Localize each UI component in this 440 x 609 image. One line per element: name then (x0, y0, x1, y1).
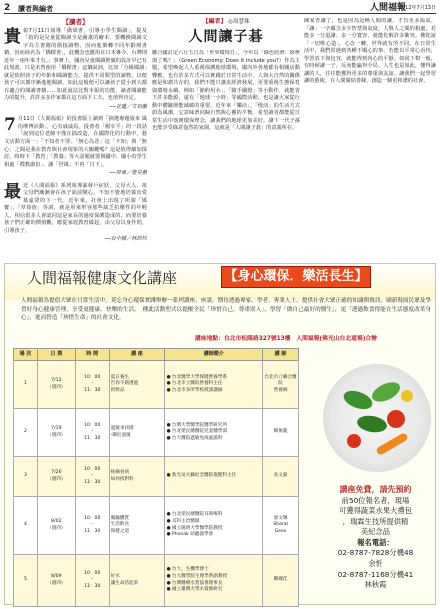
article-title: 人間讓子碁 (188, 28, 264, 45)
free-lecture-note: 講座免費，請先預約 (339, 485, 412, 494)
reg-line: ，瑞霖生技所提供精 (342, 516, 409, 526)
corn (401, 390, 413, 402)
session-topic: 夏日養生 告你不熱透過 的飲品 (109, 361, 165, 409)
reader-letter-2: 7 月11日《人間福報》的投書版上讀到「摘選專題報來 風俗摩博活動」，心有戚戚焉。投書者「楊宰平」的一段話「說到這位老師不僅在搞改造，在國際化的行動中，藝文活動方面一」「不知者不罪」「無心為惡」這「不知」與「無心」之間是我在教育與社會現象的大關鍵嗎？這是值得細加探討，時時下「教育」「教養」等大話題就要與國中、國小的學生相處「禮教庸俗」、讓「世風」不再「日下」。 (4, 115, 147, 168)
session-topic: 好水 讓生命活起來 (109, 555, 165, 607)
banner-highlight: 【身心環保．樂活長生】 (221, 266, 371, 288)
session-time: 10：00 - 11：30 (75, 361, 109, 409)
session-bio: ● 台北醫學大學保健營養學系 ● 台北市立醫院營養科主任 ● 台北市多所學校授課講師 (165, 361, 263, 409)
session-lecturer: 吳文毅 (263, 457, 299, 497)
table-row (14, 457, 299, 497)
session-time: 10：00 - 11：30 (75, 555, 109, 607)
page-number: 2 (4, 3, 11, 13)
tomato (387, 410, 405, 428)
session-topic: 腸躁體質 生活飲食 保健之道 (109, 497, 165, 555)
session-no: 5 (14, 555, 38, 607)
session-bio: ● 台北榮民總醫院耳鼻喉科 ● 耳科主治醫師 ● 國立陽明大學醫學院教授 ● Phonak 助聽器學會 (165, 497, 263, 555)
session-no: 3 (14, 457, 38, 497)
session-no: 4 (14, 497, 38, 555)
header-date: 日 期 (37, 349, 75, 361)
banner-intro: 人間福報為提倡大眾在日常生活中，莫忘身心環保實踐舉辦一系列講座、座談，期待透過專家、學者、專業人士，提供社會大眾正確的知識與資訊，刷新現面民眾及學習好身心健康管理，享受更健康、快樂的生活。 種此活動型式以提醒全民「珍惜自己，尊重別人」，學習「做自己最好的醫生」，更「透過飲食得能在生活態度改革身心」，進而營造「珍惜生命」的社會文化。 (21, 298, 431, 322)
session-lecturer: 陳俊龍 (263, 409, 299, 457)
reg-line: 可獲得蔬菜水果大禮包 (339, 506, 412, 516)
tomato (347, 434, 361, 448)
table-row (14, 497, 299, 555)
session-no: 1 (14, 361, 38, 409)
session-bio: ● 台大、生機學博士 ● 台大醫學院生理學系副教授 ● 台灣醫療水質協會理事長 ● 國立臺灣大學水資源研究 (165, 555, 263, 607)
session-no: 2 (14, 409, 38, 457)
banner-title: 人間福報健康文化講座 (27, 269, 178, 287)
reg-line: 前50位報名者，現場 (341, 495, 410, 505)
session-date: 7/12 （週四） (37, 361, 75, 409)
header-lecturer: 講 師 (263, 349, 299, 361)
session-topic: 過敏來找碴 -關於過敏 (109, 409, 165, 457)
editor-body-right: 陳家杏讓了，也是因為這種人間的讓，才有更多福氣。「讓」一字蘊含多少智慧與氣度，人與人之間的相處，若能多一分退讓、多一分寬容，就能化解許多衝突。佛陀說「一切唯心造」，心念一轉，世界就有所不同。在日常生活中，我們常遇到各種不順心的事，若能以平常心看待，學習放下與包容，就能得到內心的平靜。如同下棋一般，有時候讓一子，反而能贏得全局。人生也是如此，懂得謙讓的人，往往能獲得更多的尊重與友誼。讓我們一起學習讓的藝術，在人間廣結善緣，創造一個更和諧的社會。 (304, 18, 436, 85)
lecture-schedule-table (13, 348, 299, 607)
table-row (14, 361, 299, 409)
phone-number: 02-8787-1168分機41 (337, 569, 414, 579)
dropcap: 最 (4, 181, 21, 202)
reader-column (4, 18, 147, 262)
editor-author: ◎周慧珠 (228, 19, 250, 25)
table-header-row (14, 349, 299, 361)
editor-heading (152, 18, 300, 47)
session-date: 7/19 （週四） (37, 409, 75, 457)
session-bio: ● 台灣大學醫學院醫學研究所 ● 台北榮民總醫院兒童醫學部 ● 台大醫院過敏免疫風濕科 (165, 409, 263, 457)
session-lecturer: 鄭爾佳 (263, 555, 299, 607)
dropcap: 貴 (4, 26, 21, 47)
contact-name: 余忻 (368, 559, 383, 569)
reader-signature-3: ──台中縣／林妙玲 (104, 236, 147, 243)
section-title: 讀者與編者 (18, 5, 53, 13)
reader-signature-2: ──屏東／曾昊蕙 (109, 170, 147, 177)
header-session: 場 次 (14, 349, 38, 361)
session-date: 7/26 （週四） (37, 457, 75, 497)
editor-body: 聯合國訂定六月五日為「世界環境日」，今年以「綠色經濟：妳參與了嗎？」（Green Economy: Does it include you?）作為主題，希望喚起人人重視保護地球環境，國內外各地都有相關活動響應，也有許多方式可以實踐於日常生活中。人與大自然的關係應是和諧共存的，我們不能只講求經濟發展，更要重視生態保育與環境永續。例如「節約用水」、「隨手關燈」等小動作，就能省下許多能源。還有「地球一小時」等國際活動，也是讓大家從行動中體驗節能減碳的重要。近年來「樂活」、「慢活」的生活方式蔚為風潮，它意味著回歸自然與心靈的平衡。希望讀者都能從日常生活中落實環保理念，讓我們的地球更加美好，讓下一代子孫也能享受綠意盎然的家園，這就是「人間讓子碁」的意義所在。 (152, 50, 300, 132)
phone-number: 02-8787-7828分機48 (337, 548, 414, 558)
header-topic: 講 座 (109, 349, 165, 361)
reader-letter-1: 貴 報7月11日報導「僑梁書，引導小學生閱讀」，提及「指的是兒童從閱讀全是圖畫的繪本，要轉換閱讀文字為主書籍的銜接讀物，因而進銜轉不同年齡層書籍，因而商名為「橋樑書」，此概念也應用在日本專今，台灣則近年一兩年來才有。」事實上，國內兒童閱讀推廣的設計早已有此規畫，只是未曾使用「橋樑書」這個說詞，比如「分級閱讀」就是依照孩子的年齡和閱讀能力，提供不同類型的讀物，以便孩子可以循序漸進地閱讀，如此這般便可以讓孩子從小到大都有適合的閱讀書籍……如此說法比對本報的功能，讀者閱讀能力的提升，許許多多作家都在這方面下工夫，也值得肯定。 (4, 26, 147, 102)
session-date: 8/09 （週四） (37, 555, 75, 607)
editor-column (152, 18, 436, 262)
session-date: 8/02 （週四） (37, 497, 75, 555)
phone-label: 報名電話： (357, 537, 394, 547)
session-lecturer: 梁文輝 Sharal Geex (263, 497, 299, 555)
session-time: 10：00 - 11：30 (75, 457, 109, 497)
dropcap: 7 (4, 115, 16, 136)
health-lecture-banner (4, 263, 436, 605)
session-bio: ● 新光吳火獅紀念醫院復健科主任 (165, 457, 263, 497)
header-bio: 講師簡介 (165, 349, 263, 361)
table-row (14, 555, 299, 607)
editor-tag: 【編者】 (202, 18, 227, 25)
reader-tag: 【讀者】 (62, 18, 89, 26)
contact-name: 林秋霞 (364, 580, 387, 590)
reader-signature-1: ──花蓮／文如蘭 (109, 103, 147, 110)
reader-letter-3: 最 近《人間福報》系列報導暴發戶症狀，父母大人、祖父母們漸漸會在孩子面前變心，不知不覺地培養出愛慕虛榮的下一代。近年來，社會上出現了所謂「媽寶」、「草莓族」等詞，就是用來形容那些缺乏抗壓性的年輕人。相信很多人會認同這是家長的過度保護造成的。而要培養孩子們正確的價值觀，應從家庭教育做起，由父母以身作則，引導孩子。 (4, 181, 147, 234)
publication-name: 人間福報 (369, 3, 406, 13)
page-header (4, 2, 436, 14)
table-row (14, 409, 299, 457)
header-time: 時 間 (75, 349, 109, 361)
publication-date: 2012年7月13日 (398, 5, 436, 11)
registration-info (318, 484, 433, 599)
reg-line: 美紀念品 (360, 527, 391, 537)
session-time: 10：00 - 11：30 (75, 409, 109, 457)
session-topic: 疼痛看病 如何找對科 (109, 457, 165, 497)
vegetable-plate-image (317, 354, 435, 476)
session-lecturer: 台北市立聯合醫院 營養師 (263, 361, 299, 409)
lecture-location: 講座地點：台北市松隆路327號13樓 人間福報(佛光山台北道場)合辦 (195, 336, 377, 342)
session-time: 10：00 - 11：30 (75, 497, 109, 555)
